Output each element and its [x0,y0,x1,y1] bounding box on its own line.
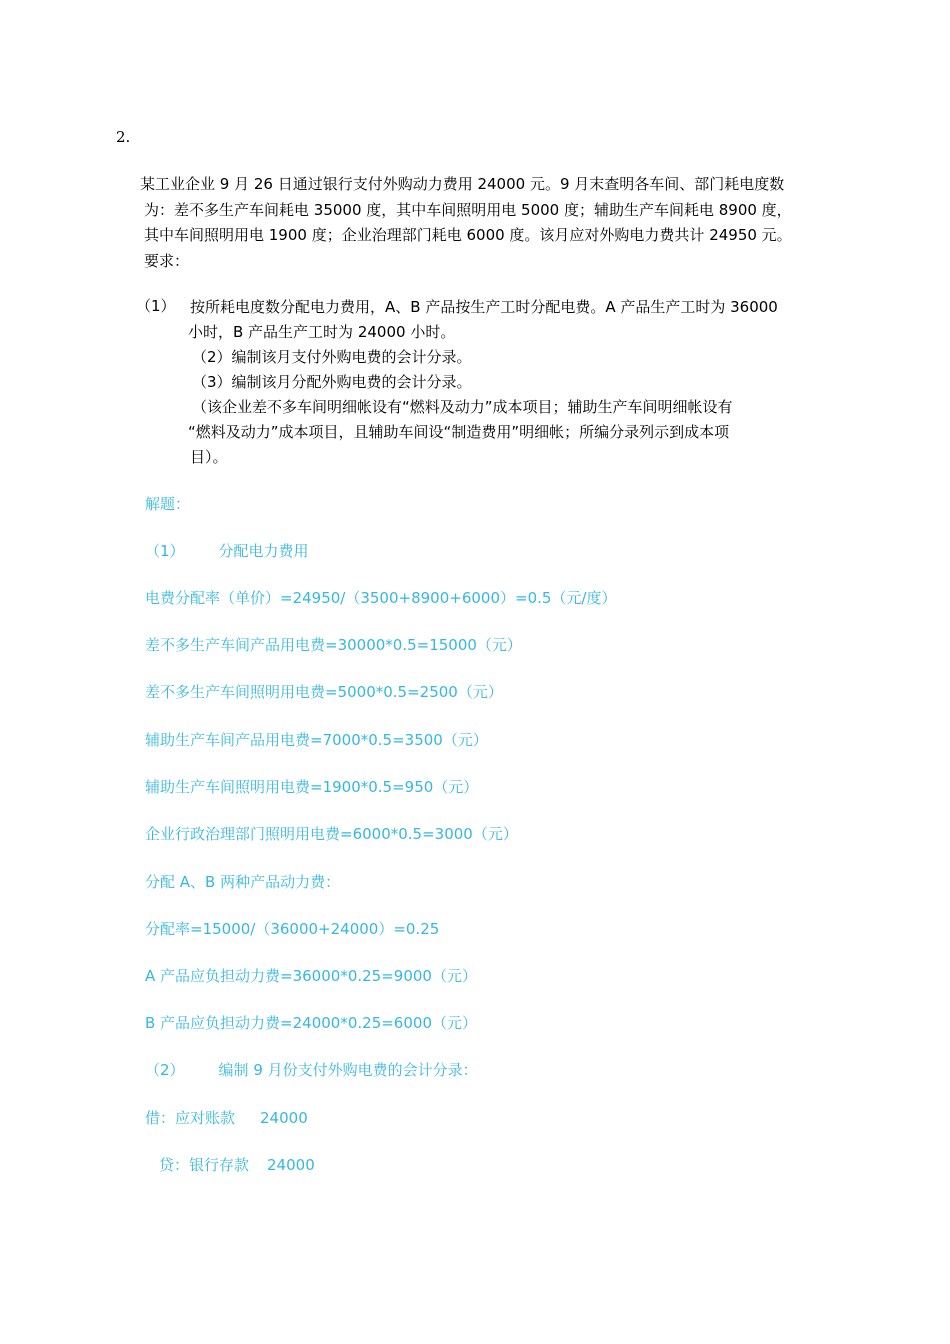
solution-line: 辅助生产车间照明用电费=1900*0.5=950（元） [145,778,479,796]
solution-line: 辅助生产车间产品用电费=7000*0.5=3500（元） [145,731,488,749]
part1-title: 分配电力费用 [218,542,309,560]
requirement-list [190,295,810,470]
solution-line: 差不多生产车间照明用电费=5000*0.5=2500（元） [145,683,503,701]
requirement-line: （2）编制该月支付外购电费的会计分录。 [192,348,472,366]
requirement-line: （3）编制该月分配外购电费的会计分录。 [192,373,472,391]
stem-line: 为：差不多生产车间耗电 35000 度，其中车间照明用电 5000 度；辅助生产车间耗电 8900 度， [144,200,792,219]
credit-label: 贷：银行存款 [159,1156,250,1174]
requirement-note-line: 目）。 [190,448,228,466]
solution-part2-heading [145,1059,478,1080]
solution-line: 差不多生产车间产品用电费=30000*0.5=15000（元） [145,636,522,654]
stem-line: 要求： [144,251,190,270]
solution-part1-heading [145,540,309,561]
question-stem [140,172,810,274]
stem-line: 其中车间照明用电 1900 度；企业治理部门耗电 6000 度。该月应对外购电力费共计 24950 元。 [144,226,792,244]
requirement-note-line: （该企业差不多车间明细帐设有“燃料及动力”成本项目；辅助生产车间明细帐设有 [192,398,733,416]
solution-line: B 产品应负担动力费=24000*0.25=6000（元） [145,1014,477,1032]
question-number: 2. [116,128,131,146]
requirement-line: 按所耗电度数分配电力费用，A、B 产品按生产工时分配电费。A 产品生产工时为 36000 [190,298,778,316]
part2-title: 编制 9 月份支付外购电费的会计分录： [218,1061,478,1079]
debit-label: 借：应对账款 [145,1109,236,1127]
requirement-number: （1） [136,297,176,315]
solution-line: A 产品应负担动力费=36000*0.25=9000（元） [145,967,477,985]
journal-debit [145,1107,308,1128]
stem-line: 某工业企业 9 月 26 日通过银行支付外购动力费用 24000 元。9 月末查明各车间、部门耗电度数 [140,175,785,193]
solution-line: 分配 A、B 两种产品动力费： [145,873,341,891]
solution-heading: 解题： [145,495,191,513]
credit-amount: 24000 [267,1156,315,1174]
part1-number: （1） [145,542,185,560]
solution-line: 电费分配率（单价）=24950/（3500+8900+6000）=0.5（元/度） [145,589,617,607]
journal-credit [159,1154,315,1175]
solution-line: 企业行政治理部门照明用电费=6000*0.5=3000（元） [145,825,518,843]
requirement-line: 小时，B 产品生产工时为 24000 小时。 [188,323,456,341]
requirement-note-line: “燃料及动力”成本项目，且辅助车间设“制造费用”明细帐；所编分录列示到成本项 [188,423,730,441]
solution-line: 分配率=15000/（36000+24000）=0.25 [145,920,440,938]
debit-amount: 24000 [260,1109,308,1127]
part2-number: （2） [145,1061,185,1079]
